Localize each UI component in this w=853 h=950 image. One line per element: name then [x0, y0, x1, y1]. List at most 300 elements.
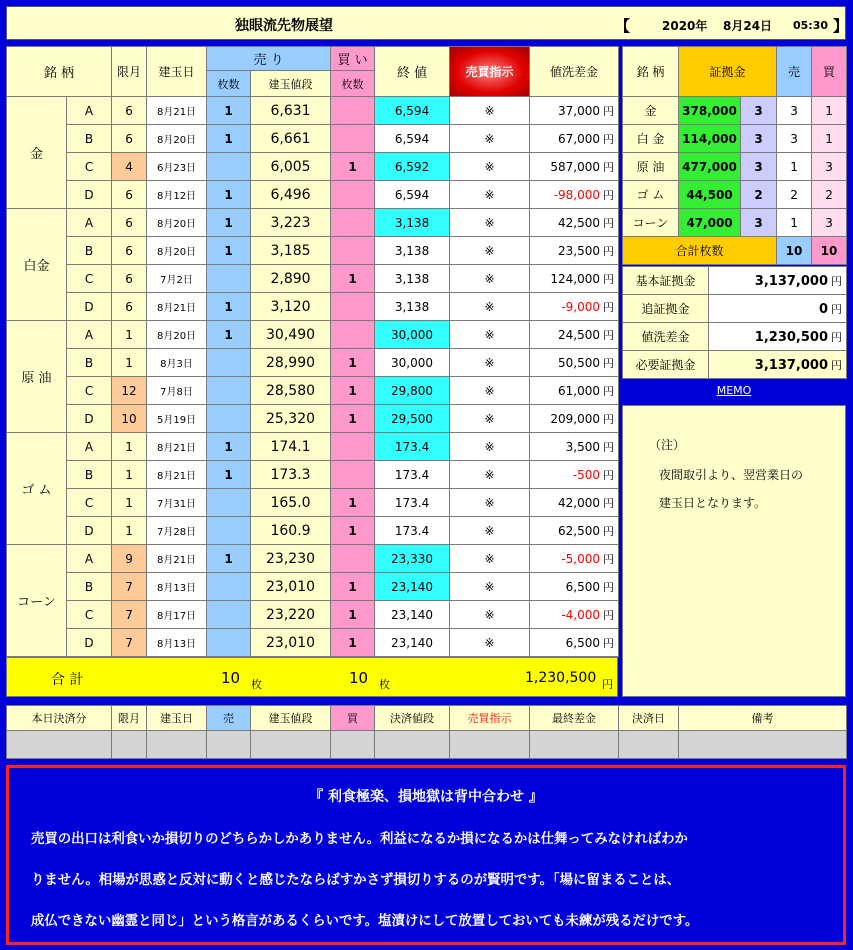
buy-count [331, 461, 375, 489]
header-kai: 買 い [331, 47, 375, 71]
memo-line-2: 建玉日となります。 [659, 496, 767, 510]
summary-value-cell [709, 295, 847, 323]
total-row [6, 657, 618, 697]
memo-link[interactable]: MEMO [716, 384, 752, 397]
sell-count [207, 517, 251, 545]
contract-month: 1 [112, 349, 147, 377]
margin-row [623, 97, 847, 125]
sell-count [207, 377, 251, 405]
margin-amount: 44,500 [679, 181, 741, 209]
settlement-cell[interactable] [251, 731, 331, 759]
position-date: 8月20日 [147, 209, 207, 237]
summary-value-cell [709, 323, 847, 351]
trade-instruction: ※ [450, 377, 530, 405]
entry-price: 165.0 [251, 489, 331, 517]
mark-to-market [530, 489, 619, 517]
entry-price: 6,005 [251, 153, 331, 181]
position-row [7, 153, 619, 181]
yen-unit: 円 [603, 132, 615, 146]
summary-value: 0 [818, 301, 828, 317]
entry-price: 23,230 [251, 545, 331, 573]
mark-to-market [530, 629, 619, 657]
trade-instruction: ※ [450, 349, 530, 377]
mark-to-market [530, 237, 619, 265]
summary-table [622, 266, 847, 379]
mark-to-market [530, 97, 619, 125]
buy-count: 1 [331, 629, 375, 657]
contract-code: C [67, 265, 112, 293]
total-value: 1,230,500 [525, 670, 597, 686]
sell-count: 1 [207, 545, 251, 573]
entry-price: 160.9 [251, 517, 331, 545]
sell-count: 1 [207, 237, 251, 265]
settlement-header: 買 [331, 706, 375, 731]
position-date: 8月21日 [147, 293, 207, 321]
entry-price: 3,185 [251, 237, 331, 265]
position-row [7, 489, 619, 517]
mark-to-market [530, 153, 619, 181]
settlement-cell[interactable] [530, 731, 619, 759]
mark-to-market [530, 573, 619, 601]
sell-count [207, 405, 251, 433]
yen-unit: 円 [603, 552, 615, 566]
close-price: 3,138 [375, 293, 450, 321]
margin-row [623, 209, 847, 237]
trade-instruction: ※ [450, 209, 530, 237]
trade-instruction: ※ [450, 293, 530, 321]
summary-row [623, 323, 847, 351]
mark-to-market [530, 545, 619, 573]
settlement-header: 備考 [679, 706, 847, 731]
close-price: 23,330 [375, 545, 450, 573]
close-price: 29,800 [375, 377, 450, 405]
yen-unit: 円 [603, 160, 615, 174]
margin-header-uri: 売 [777, 47, 812, 97]
position-row [7, 545, 619, 573]
settlement-cell[interactable] [112, 731, 147, 759]
sell-count [207, 489, 251, 517]
mark-to-market [530, 405, 619, 433]
summary-label: 基本証拠金 [623, 267, 709, 295]
yen-unit: 円 [603, 272, 615, 286]
header-neara: 値洗差金 [530, 47, 619, 97]
margin-amount: 477,000 [679, 153, 741, 181]
mark-to-market [530, 321, 619, 349]
contract-month: 10 [112, 405, 147, 433]
yen-unit: 円 [603, 636, 615, 650]
margin-buy: 2 [812, 181, 847, 209]
summary-row [623, 351, 847, 379]
mark-to-market-value: 6,500 [565, 579, 601, 594]
entry-price: 23,220 [251, 601, 331, 629]
sell-count [207, 629, 251, 657]
mark-to-market-value: 587,000 [550, 159, 601, 174]
trade-instruction: ※ [450, 405, 530, 433]
margin-name: 金 [623, 97, 679, 125]
contract-code: B [67, 461, 112, 489]
summary-label: 値洗差金 [623, 323, 709, 351]
contract-code: B [67, 573, 112, 601]
contract-month: 1 [112, 517, 147, 545]
settlement-cell[interactable] [207, 731, 251, 759]
settlement-cell[interactable] [147, 731, 207, 759]
margin-amount: 47,000 [679, 209, 741, 237]
settlement-table [6, 705, 847, 759]
margin-buy: 3 [812, 153, 847, 181]
contract-month: 7 [112, 601, 147, 629]
mark-to-market [530, 265, 619, 293]
summary-label: 必要証拠金 [623, 351, 709, 379]
date-year: 2020年 [662, 19, 708, 33]
mark-to-market-value: -4,000 [561, 607, 601, 622]
buy-count: 1 [331, 405, 375, 433]
settlement-header: 限月 [112, 706, 147, 731]
entry-price: 30,490 [251, 321, 331, 349]
contract-code: D [67, 629, 112, 657]
summary-yen: 円 [831, 330, 842, 344]
margin-sell: 1 [777, 153, 812, 181]
position-date: 7月2日 [147, 265, 207, 293]
margin-name: コーン [623, 209, 679, 237]
summary-value-cell [709, 267, 847, 295]
margin-row [623, 153, 847, 181]
settlement-header: 本日決済分 [7, 706, 112, 731]
summary-value: 3,137,000 [754, 357, 828, 373]
summary-yen: 円 [831, 358, 842, 372]
buy-count: 1 [331, 573, 375, 601]
position-date: 8月20日 [147, 125, 207, 153]
margin-sell: 2 [777, 181, 812, 209]
settlement-header-row [7, 706, 847, 731]
close-price: 3,138 [375, 209, 450, 237]
yen-unit: 円 [603, 524, 615, 538]
contract-code: C [67, 153, 112, 181]
mark-to-market-value: 61,000 [558, 383, 601, 398]
buy-count: 1 [331, 265, 375, 293]
sell-count [207, 573, 251, 601]
margin-table [622, 46, 847, 265]
summary-row [623, 267, 847, 295]
sell-count [207, 349, 251, 377]
buy-count [331, 209, 375, 237]
settlement-cell[interactable] [450, 731, 530, 759]
contract-month: 12 [112, 377, 147, 405]
proverb-title: 『 利食極楽、損地獄は背中合わせ 』 [309, 789, 543, 805]
yen-unit: 円 [603, 580, 615, 594]
yen-unit: 円 [603, 384, 615, 398]
position-date: 8月21日 [147, 433, 207, 461]
contract-code: C [67, 601, 112, 629]
margin-sell: 3 [777, 97, 812, 125]
margin-buy: 1 [812, 97, 847, 125]
settlement-cell[interactable] [331, 731, 375, 759]
margin-buy: 3 [812, 209, 847, 237]
mark-to-market [530, 601, 619, 629]
sell-count [207, 601, 251, 629]
mark-to-market [530, 293, 619, 321]
contract-month: 6 [112, 209, 147, 237]
margin-multiplier: 3 [741, 209, 777, 237]
header-gengetsu: 限月 [112, 47, 147, 97]
total-yen: 円 [602, 678, 613, 691]
buy-count: 1 [331, 517, 375, 545]
summary-yen: 円 [831, 274, 842, 288]
contract-month: 6 [112, 97, 147, 125]
contract-code: A [67, 97, 112, 125]
positions-table [6, 46, 619, 657]
mark-to-market-value: -98,000 [553, 187, 601, 202]
trade-instruction: ※ [450, 433, 530, 461]
header-tate-nedan: 建玉値段 [251, 71, 331, 97]
contract-code: B [67, 237, 112, 265]
margin-multiplier: 3 [741, 153, 777, 181]
margin-row [623, 181, 847, 209]
yen-unit: 円 [603, 244, 615, 258]
trade-instruction: ※ [450, 461, 530, 489]
yen-unit: 円 [603, 496, 615, 510]
settlement-cell[interactable] [679, 731, 847, 759]
close-price: 6,594 [375, 181, 450, 209]
entry-price: 28,580 [251, 377, 331, 405]
sell-count: 1 [207, 461, 251, 489]
sell-count: 1 [207, 433, 251, 461]
position-row [7, 97, 619, 125]
mark-to-market-value: 42,500 [558, 215, 601, 230]
sell-count: 1 [207, 181, 251, 209]
position-date: 5月19日 [147, 405, 207, 433]
header-maisu-uri: 枚数 [207, 71, 251, 97]
app-title: 独眼流先物展望 [235, 18, 333, 34]
settlement-cell[interactable] [375, 731, 450, 759]
margin-header-kai: 買 [812, 47, 847, 97]
entry-price: 25,320 [251, 405, 331, 433]
position-row [7, 517, 619, 545]
buy-count [331, 237, 375, 265]
total-buy-count: 10 [349, 669, 369, 687]
mark-to-market [530, 209, 619, 237]
header-owarine: 終 値 [375, 47, 450, 97]
trade-instruction: ※ [450, 125, 530, 153]
close-price: 23,140 [375, 573, 450, 601]
margin-row [623, 125, 847, 153]
position-date: 8月12日 [147, 181, 207, 209]
position-date: 7月31日 [147, 489, 207, 517]
summary-row [623, 295, 847, 323]
margin-name: 白 金 [623, 125, 679, 153]
close-price: 23,140 [375, 601, 450, 629]
buy-count [331, 321, 375, 349]
settlement-header: 建玉値段 [251, 706, 331, 731]
settlement-header: 建玉日 [147, 706, 207, 731]
summary-yen: 円 [831, 302, 842, 316]
close-price: 29,500 [375, 405, 450, 433]
position-row [7, 433, 619, 461]
close-price: 173.4 [375, 461, 450, 489]
mark-to-market [530, 377, 619, 405]
close-price: 23,140 [375, 629, 450, 657]
mark-to-market-value: 37,000 [558, 103, 601, 118]
date-time: 05:30 [793, 19, 829, 32]
entry-price: 28,990 [251, 349, 331, 377]
sell-count: 1 [207, 321, 251, 349]
position-row [7, 405, 619, 433]
mark-to-market [530, 433, 619, 461]
settlement-cell[interactable] [7, 731, 112, 759]
position-row [7, 125, 619, 153]
buy-count: 1 [331, 601, 375, 629]
mark-to-market [530, 125, 619, 153]
mark-to-market-value: 6,500 [565, 635, 601, 650]
contract-code: B [67, 349, 112, 377]
trade-instruction: ※ [450, 517, 530, 545]
close-price: 173.4 [375, 433, 450, 461]
mark-to-market-value: -9,000 [561, 299, 601, 314]
contract-code: D [67, 181, 112, 209]
sell-count: 1 [207, 293, 251, 321]
margin-multiplier: 3 [741, 125, 777, 153]
contract-month: 6 [112, 265, 147, 293]
trade-instruction: ※ [450, 629, 530, 657]
trade-instruction: ※ [450, 181, 530, 209]
settlement-header: 売 [207, 706, 251, 731]
close-price: 30,000 [375, 321, 450, 349]
contract-code: A [67, 545, 112, 573]
position-row [7, 573, 619, 601]
mark-to-market-value: 42,000 [558, 495, 601, 510]
close-price: 6,594 [375, 125, 450, 153]
entry-price: 174.1 [251, 433, 331, 461]
settlement-empty-row [7, 731, 847, 759]
sell-count: 1 [207, 125, 251, 153]
yen-unit: 円 [603, 608, 615, 622]
contract-code: D [67, 517, 112, 545]
position-date: 8月13日 [147, 629, 207, 657]
summary-value: 1,230,500 [754, 329, 828, 345]
position-row [7, 629, 619, 657]
trade-instruction: ※ [450, 265, 530, 293]
mark-to-market-value: 124,000 [550, 271, 601, 286]
mark-to-market-value: -500 [572, 467, 601, 482]
margin-multiplier: 3 [741, 97, 777, 125]
contract-code: D [67, 405, 112, 433]
position-row [7, 601, 619, 629]
header-tategyokubi: 建玉日 [147, 47, 207, 97]
position-date: 8月21日 [147, 461, 207, 489]
entry-price: 6,631 [251, 97, 331, 125]
sell-count: 1 [207, 209, 251, 237]
mark-to-market-value: -5,000 [561, 551, 601, 566]
entry-price: 3,120 [251, 293, 331, 321]
yen-unit: 円 [603, 188, 615, 202]
mark-to-market [530, 349, 619, 377]
mark-to-market-value: 67,000 [558, 131, 601, 146]
group-name: コーン [7, 545, 67, 657]
settlement-header: 決済日 [619, 706, 679, 731]
trade-instruction: ※ [450, 601, 530, 629]
mark-to-market-value: 50,500 [558, 355, 601, 370]
entry-price: 3,223 [251, 209, 331, 237]
position-row [7, 349, 619, 377]
summary-value: 3,137,000 [754, 273, 828, 289]
mark-to-market [530, 461, 619, 489]
margin-name: 原 油 [623, 153, 679, 181]
contract-month: 6 [112, 125, 147, 153]
position-date: 7月28日 [147, 517, 207, 545]
mark-to-market-value: 3,500 [565, 439, 601, 454]
yen-unit: 円 [603, 104, 615, 118]
position-date: 8月17日 [147, 601, 207, 629]
contract-month: 7 [112, 629, 147, 657]
mark-to-market-value: 62,500 [558, 523, 601, 538]
trade-instruction: ※ [450, 545, 530, 573]
trade-instruction: ※ [450, 97, 530, 125]
header-maisu-kai: 枚数 [331, 71, 375, 97]
trade-instruction: ※ [450, 237, 530, 265]
settlement-header: 売買指示 [450, 706, 530, 731]
position-row [7, 461, 619, 489]
contract-month: 6 [112, 237, 147, 265]
position-row [7, 265, 619, 293]
proverb-line-3: 成仏できない幽霊と同じ」という格言があるくらいです。塩漬けにして放置しておいても未練が残るだけです。 [31, 914, 699, 929]
total-label: 合 計 [51, 672, 84, 688]
entry-price: 23,010 [251, 573, 331, 601]
trade-instruction: ※ [450, 489, 530, 517]
yen-unit: 円 [603, 412, 615, 426]
proverb-line-1: 売買の出口は利食いか損切りのどちらかしかありません。利益になるか損になるかは仕舞ってみなければわか [31, 832, 688, 847]
contract-code: B [67, 125, 112, 153]
summary-value-cell [709, 351, 847, 379]
margin-name: ゴ ム [623, 181, 679, 209]
entry-price: 6,496 [251, 181, 331, 209]
position-row [7, 293, 619, 321]
settlement-cell[interactable] [619, 731, 679, 759]
position-date: 8月20日 [147, 321, 207, 349]
contract-month: 1 [112, 489, 147, 517]
group-name: 金 [7, 97, 67, 209]
buy-count [331, 545, 375, 573]
buy-count [331, 293, 375, 321]
contract-code: D [67, 293, 112, 321]
trade-instruction: ※ [450, 321, 530, 349]
buy-count: 1 [331, 489, 375, 517]
mark-to-market-value: 24,500 [558, 327, 601, 342]
margin-header-meigara: 銘 柄 [623, 47, 679, 97]
sell-count [207, 153, 251, 181]
mark-to-market-value: 23,500 [558, 243, 601, 258]
mark-to-market [530, 517, 619, 545]
mark-to-market-value: 209,000 [550, 411, 601, 426]
contract-month: 1 [112, 461, 147, 489]
header-baibai-shiji: 売買指示 [450, 47, 530, 97]
yen-unit: 円 [603, 356, 615, 370]
proverb-line-2: りません。相場が思惑と反対に動くと感じたならばすかさず損切りするのが賢明です。「場に留まることは、 [31, 873, 681, 888]
entry-price: 2,890 [251, 265, 331, 293]
date-close-bracket: 】 [833, 17, 849, 35]
margin-total-label: 合計枚数 [623, 237, 777, 265]
position-date: 8月3日 [147, 349, 207, 377]
contract-code: A [67, 321, 112, 349]
position-row [7, 321, 619, 349]
margin-total-buy: 10 [812, 237, 847, 265]
proverb-box [6, 765, 846, 945]
group-name: 白金 [7, 209, 67, 321]
yen-unit: 円 [603, 216, 615, 230]
margin-amount: 378,000 [679, 97, 741, 125]
total-sell-unit: 枚 [251, 678, 262, 691]
contract-month: 6 [112, 181, 147, 209]
settlement-header: 最終差金 [530, 706, 619, 731]
total-sell-count: 10 [221, 669, 241, 687]
